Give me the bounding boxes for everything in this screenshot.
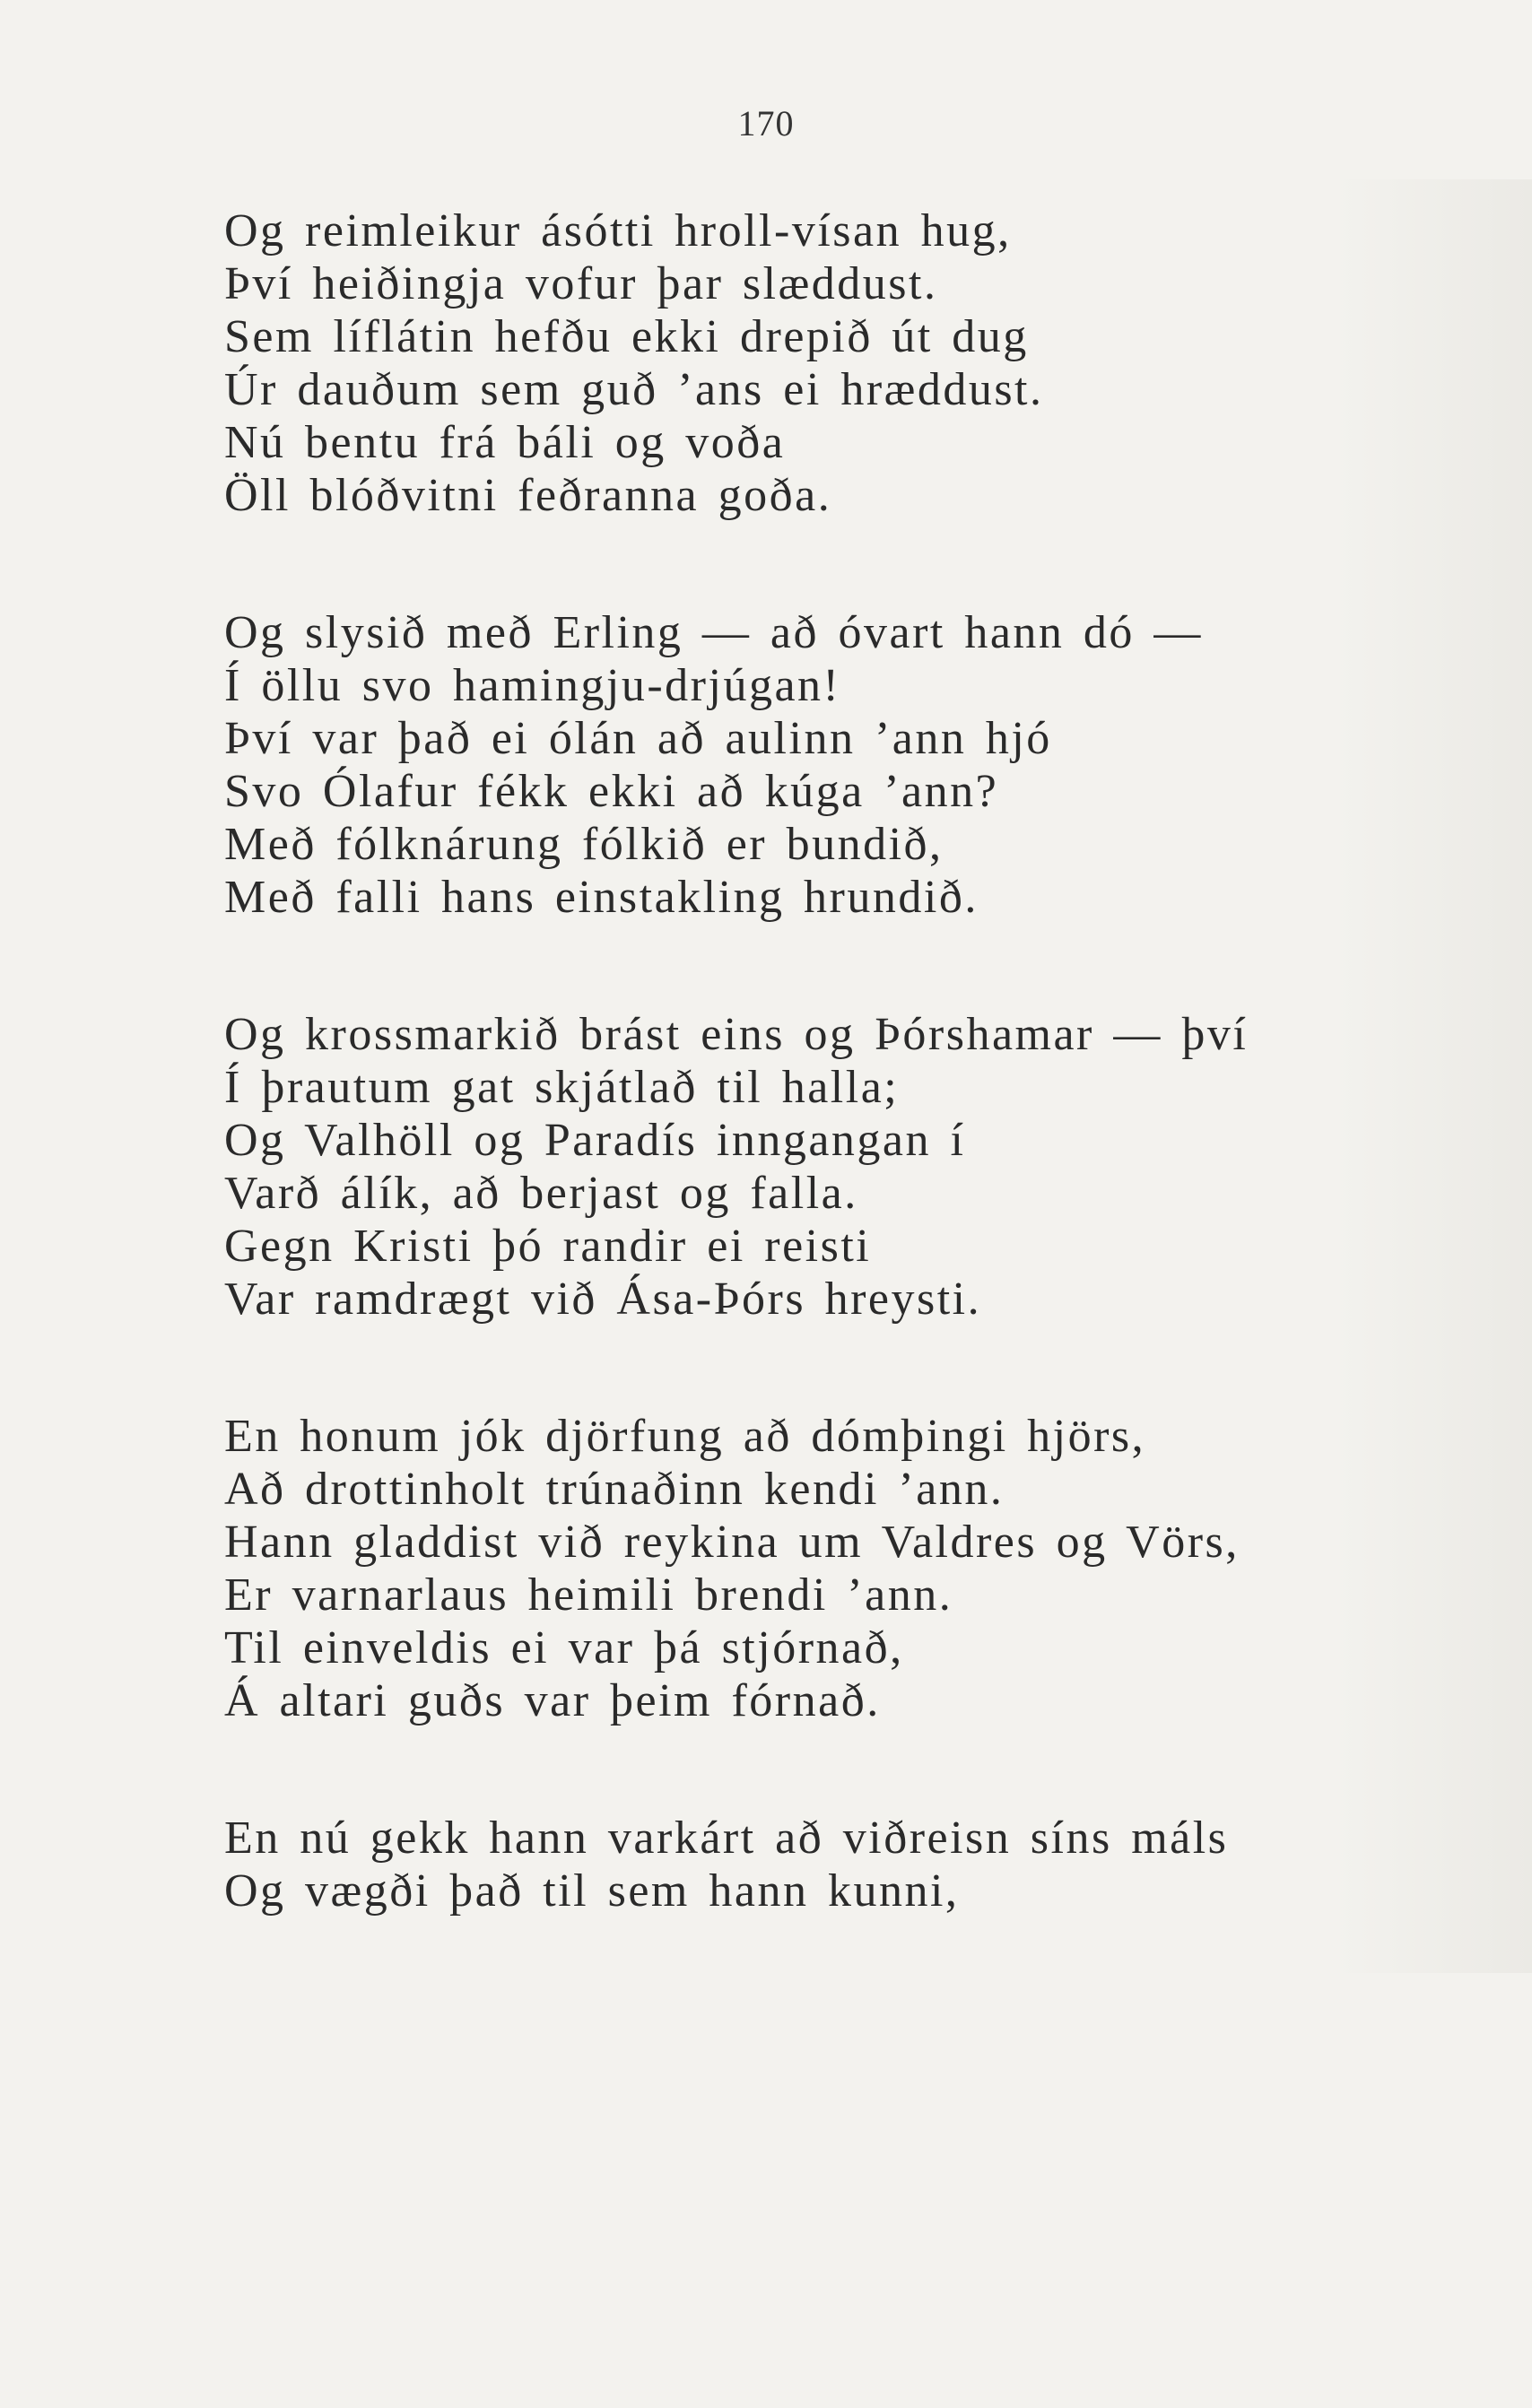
poem-body (224, 204, 1462, 2002)
stanza-5 (224, 1812, 1462, 1917)
stanza-4 (224, 1410, 1462, 1727)
poem-line: Og krossmarkið brást eins og Þórshamar — því (224, 1009, 1249, 1060)
page-number: 170 (737, 103, 795, 143)
stanza-2 (224, 606, 1462, 924)
poem-line: Úr dauðum sem guð ’ans ei hræddust. (224, 364, 1044, 415)
poem-line: Í öllu svo hamingju-drjúgan! (224, 660, 841, 711)
poem-line: Nú bentu frá báli og voða (224, 417, 786, 468)
stanza-3 (224, 1008, 1462, 1326)
poem-line: En honum jók djörfung að dómþingi hjörs, (224, 1411, 1146, 1462)
poem-line: Sem líflátin hefðu ekki drepið út dug (224, 311, 1029, 362)
poem-line: Og slysið með Erling — að óvart hann dó — (224, 607, 1203, 658)
poem-line: Og vægði það til sem hann kunni, (224, 1865, 960, 1917)
poem-line: Í þrautum gat skjátlað til halla; (224, 1062, 900, 1113)
poem-line: Til einveldis ei var þá stjórnað, (224, 1622, 904, 1673)
poem-line: En nú gekk hann varkárt að viðreisn síns máls (224, 1813, 1229, 1864)
poem-line: Svo Ólafur fékk ekki að kúga ’ann? (224, 766, 999, 817)
poem-line: Öll blóðvitni feðranna goða. (224, 470, 832, 521)
poem-line: Er varnarlaus heimili brendi ’ann. (224, 1569, 953, 1621)
poem-line: Því heiðingja vofur þar slæddust. (224, 258, 938, 309)
poem-line: Og reimleikur ásótti hroll-vísan hug, (224, 205, 1012, 256)
poem-line: Gegn Kristi þó randir ei reisti (224, 1221, 872, 1272)
poem-line: Því var það ei ólán að aulinn ’ann hjó (224, 713, 1052, 764)
poem-line: Og Valhöll og Paradís inngangan í (224, 1115, 966, 1166)
stanza-1 (224, 204, 1462, 522)
poem-line: Hann gladdist við reykina um Valdres og Vörs, (224, 1517, 1240, 1568)
poem-line: Með falli hans einstakling hrundið. (224, 872, 979, 923)
poem-line: Með fólknárung fólkið er bundið, (224, 819, 944, 870)
poem-line: Var ramdrægt við Ása-Þórs hreysti. (224, 1274, 982, 1325)
poem-line: Að drottinholt trúnaðinn kendi ’ann. (224, 1464, 1005, 1515)
poem-line: Á altari guðs var þeim fórnað. (224, 1675, 881, 1726)
poem-line: Varð álík, að berjast og falla. (224, 1168, 858, 1219)
